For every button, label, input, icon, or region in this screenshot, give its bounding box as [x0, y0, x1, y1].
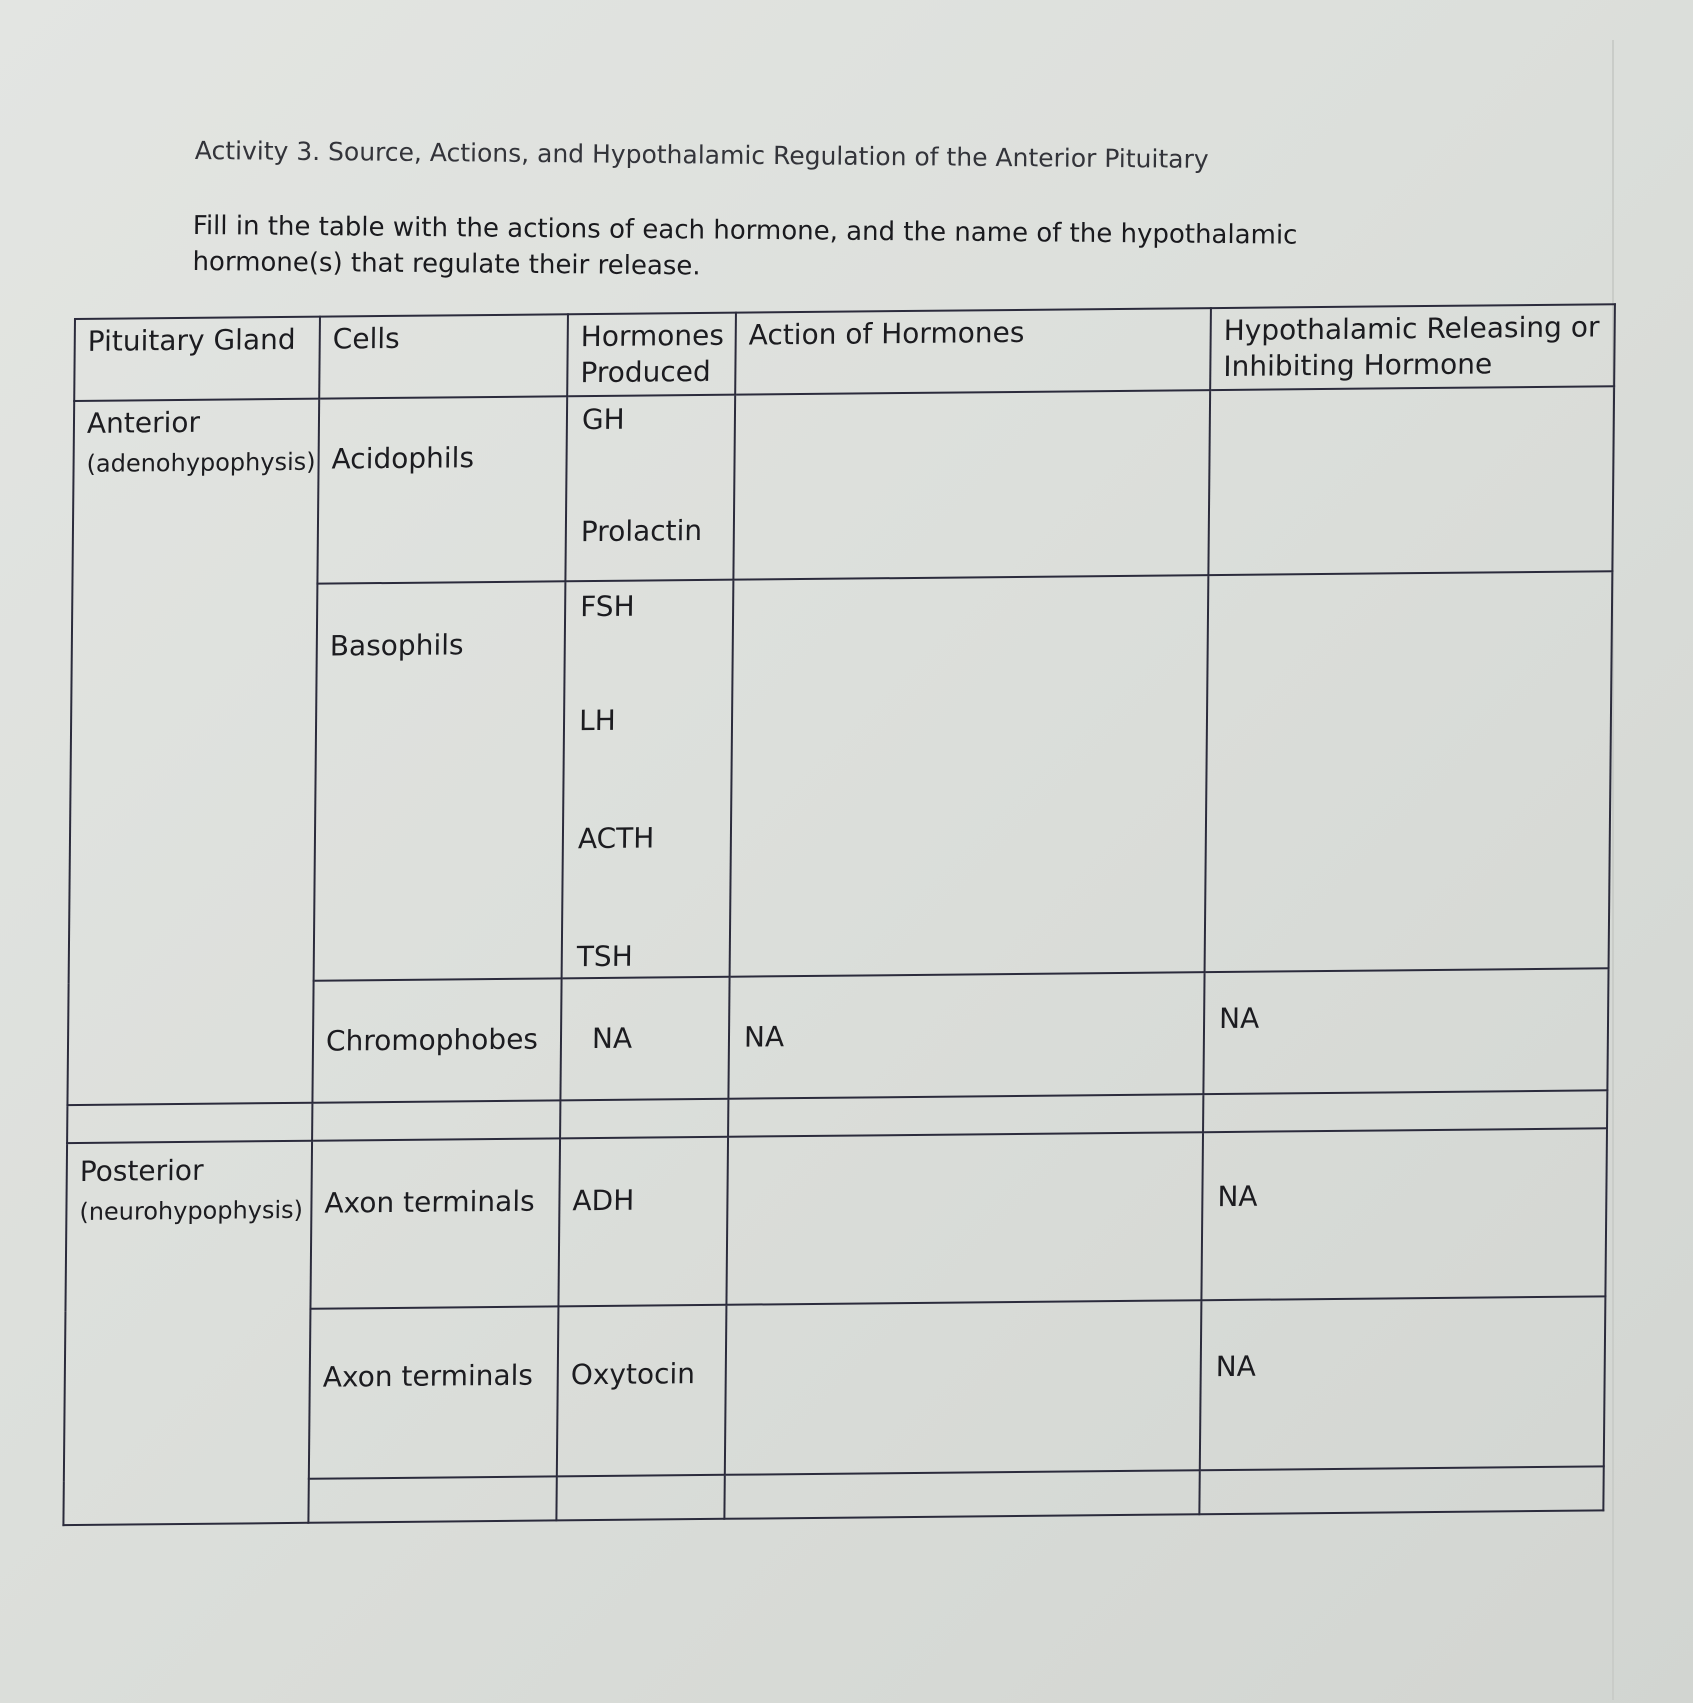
row-adh	[65, 1128, 1607, 1311]
header-regulation	[1210, 304, 1615, 390]
basophils-regulation-answer[interactable]	[1205, 571, 1613, 972]
header-cells-label: Cells	[332, 321, 400, 356]
adh-cell-label: Axon terminals	[324, 1184, 535, 1220]
pituitary-table	[62, 303, 1616, 1526]
oxytocin-action-answer[interactable]	[725, 1300, 1202, 1475]
oxytocin-cell	[309, 1306, 559, 1478]
header-gland	[74, 317, 320, 401]
oxytocin-hormone	[557, 1305, 727, 1477]
header-gland-label: Pituitary Gland	[87, 322, 296, 358]
header-action	[735, 308, 1211, 395]
hormone-lh: LH	[578, 703, 616, 738]
acidophils-regulation-answer[interactable]	[1208, 386, 1614, 575]
adh-regulation	[1201, 1128, 1607, 1300]
header-row	[74, 304, 1615, 401]
acidophils-action-answer[interactable]	[733, 390, 1210, 580]
chromophobes-label: Chromophobes	[325, 1022, 539, 1058]
header-cells	[319, 314, 568, 398]
header-hormones	[567, 313, 736, 397]
posterior-gland-cell	[63, 1141, 312, 1525]
chromophobes-hormone-value: NA	[591, 1021, 633, 1056]
anterior-subtitle: (adenohypophysis)	[86, 447, 316, 478]
basophils-cell	[314, 581, 566, 980]
chromophobes-regulation	[1203, 968, 1608, 1094]
chromophobes-regulation-value: NA	[1218, 1001, 1260, 1036]
oxytocin-action-value	[727, 1301, 1200, 1314]
basophils-action-answer[interactable]	[730, 575, 1209, 977]
activity-title: Activity 3. Source, Actions, and Hypothalamic Regulation of the Anterior Pituitary	[194, 136, 1209, 174]
header-hormones-label: Hormones Produced	[580, 318, 725, 390]
adh-regulation-value: NA	[1217, 1179, 1258, 1214]
hormone-gh: GH	[581, 402, 625, 437]
row-acidophils	[72, 386, 1614, 586]
adh-cell	[310, 1138, 560, 1308]
hormone-prolactin: Prolactin	[580, 513, 703, 549]
header-action-label: Action of Hormones	[748, 315, 1025, 352]
hormone-adh: ADH	[572, 1183, 635, 1218]
basophils-hormones	[562, 580, 734, 979]
anterior-gland-cell	[67, 399, 319, 1105]
adh-action-value	[729, 1133, 1202, 1146]
hormone-tsh: TSH	[576, 939, 633, 974]
blank-hormones	[556, 1475, 724, 1521]
hormone-acth: ACTH	[577, 821, 655, 856]
header-regulation-label: Hypothalamic Releasing or Inhibiting Hormone	[1223, 310, 1600, 383]
posterior-label: Posterior	[79, 1153, 204, 1188]
page-edge	[1612, 40, 1614, 1700]
spacer-regulation	[1203, 1090, 1607, 1132]
blank-action	[724, 1470, 1199, 1519]
oxytocin-cell-label: Axon terminals	[322, 1358, 534, 1394]
spacer-gland	[67, 1103, 312, 1143]
spacer-action	[728, 1094, 1203, 1137]
blank-cells	[308, 1476, 556, 1522]
hormone-oxytocin: Oxytocin	[570, 1357, 696, 1392]
adh-hormone	[558, 1137, 728, 1307]
spacer-cells	[312, 1100, 560, 1140]
instructions-text: Fill in the table with the actions of each hormone, and the name of the hypothalamic hormone(s) that regulate their release.	[192, 210, 1298, 282]
acidophils-hormones	[565, 395, 735, 582]
anterior-label: Anterior	[86, 405, 201, 440]
basophils-label: Basophils	[329, 628, 464, 663]
adh-action-answer[interactable]	[726, 1132, 1203, 1305]
chromophobes-action	[728, 972, 1204, 1099]
oxytocin-regulation-value: NA	[1215, 1349, 1257, 1384]
oxytocin-regulation	[1200, 1296, 1606, 1470]
chromophobes-hormone	[560, 977, 729, 1101]
pituitary-table-wrapper	[62, 303, 1616, 1526]
chromophobes-action-value: NA	[743, 1020, 785, 1054]
chromophobes-cell	[312, 978, 561, 1102]
hormone-fsh: FSH	[580, 589, 635, 624]
blank-regulation	[1199, 1466, 1603, 1514]
posterior-subtitle: (neurohypophysis)	[79, 1195, 304, 1226]
acidophils-cell	[317, 396, 567, 583]
spacer-hormones	[560, 1099, 728, 1139]
acidophils-label: Acidophils	[331, 441, 475, 476]
